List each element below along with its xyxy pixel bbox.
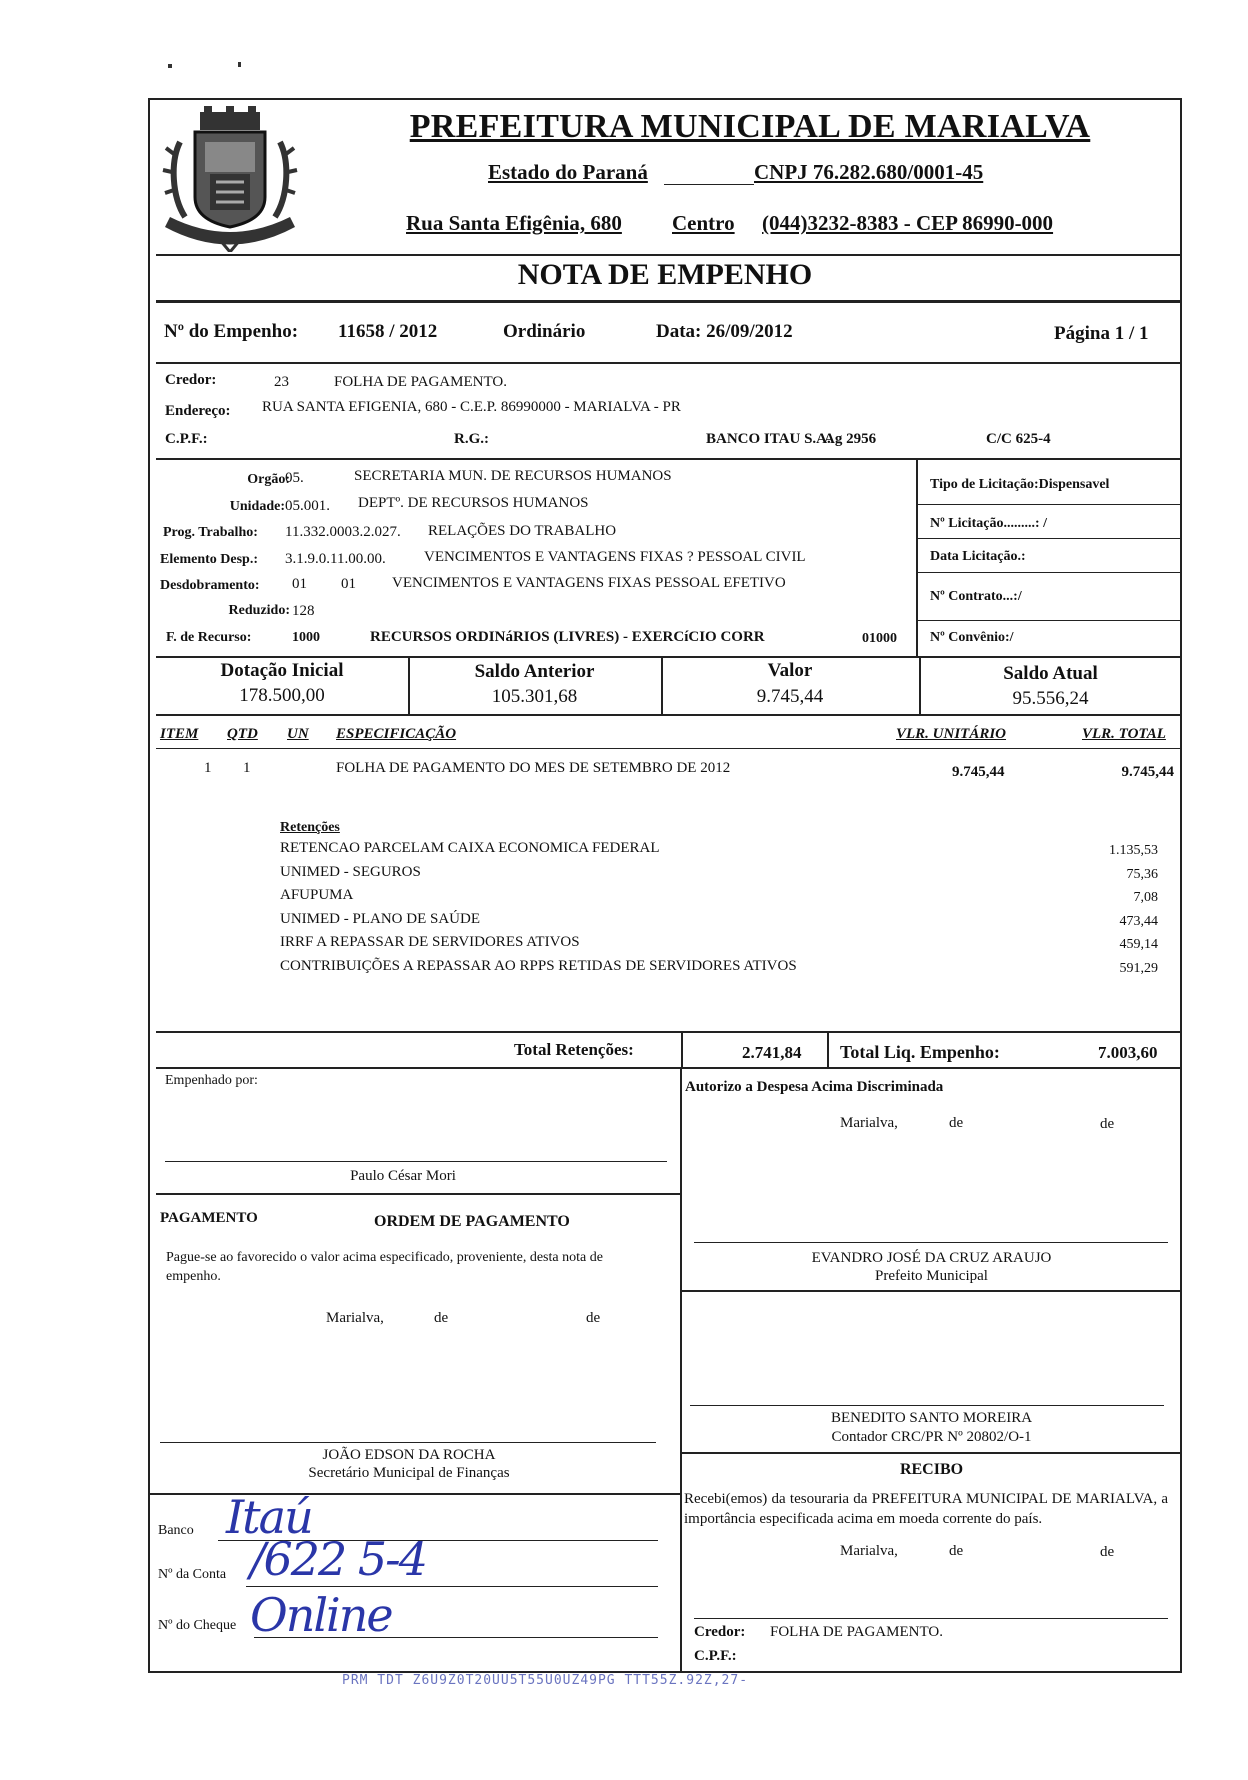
- cpf-label: C.P.F.:: [165, 431, 208, 447]
- retencao-descricao: UNIMED - SEGUROS: [280, 863, 421, 880]
- banco-label: Banco: [158, 1523, 194, 1538]
- col-vlr-unitario: VLR. UNITÁRIO: [896, 726, 1007, 742]
- fonte-code-2: 01000: [862, 631, 897, 646]
- credor-address: RUA SANTA EFIGENIA, 680 - C.E.P. 86990000 - MARIALVA - PR: [262, 399, 681, 415]
- signature-line: [694, 1242, 1168, 1243]
- phone-cep: (044)3232-8383 - CEP 86990-000: [762, 211, 1054, 235]
- empenho-type: Ordinário: [503, 321, 586, 342]
- pagamento-texto: Pague-se ao favorecido o valor acima especificado, proveniente, desta nota de empenho.: [166, 1250, 603, 1284]
- numero-convenio: Nº Convênio:/: [930, 630, 1014, 645]
- orgao-code: 05.: [285, 470, 304, 486]
- reduzido-value: 128: [292, 603, 315, 619]
- dotacao-inicial-label: Dotação Inicial: [220, 660, 344, 681]
- doc-title: NOTA DE EMPENHO: [517, 258, 813, 291]
- recibo-local: Marialva,: [840, 1543, 898, 1559]
- numero-licitacao: Nº Licitação.........: /: [930, 516, 1047, 531]
- fonte-code: 1000: [292, 630, 320, 645]
- divider: [156, 300, 1182, 303]
- divider: [156, 1193, 680, 1195]
- elemento-label: Elemento Desp.:: [160, 552, 258, 567]
- bank-name: BANCO ITAU S.A.: [706, 431, 831, 447]
- retencao-descricao: UNIMED - PLANO DE SAÚDE: [280, 910, 480, 927]
- autorizo-label: Autorizo a Despesa Acima Discriminada: [685, 1079, 944, 1095]
- divider: [681, 1290, 1182, 1292]
- pagamento-label: PAGAMENTO: [160, 1210, 258, 1226]
- secretario-nome: JOÃO EDSON DA ROCHA: [322, 1447, 496, 1463]
- address-street: Rua Santa Efigênia, 680: [406, 211, 622, 235]
- page-number: Página 1 / 1: [1054, 323, 1149, 344]
- item-qtd: 1: [243, 760, 251, 776]
- retencao-valor: 75,36: [1126, 866, 1158, 882]
- total-retencoes-label: Total Retenções:: [514, 1040, 634, 1059]
- valor-label: Valor: [767, 660, 813, 681]
- autorizo-de2: de: [1100, 1116, 1115, 1132]
- orgao-name: SECRETARIA MUN. DE RECURSOS HUMANOS: [354, 468, 672, 484]
- dotacao-inicial-value: 178.500,00: [239, 685, 325, 706]
- divider: [916, 572, 1182, 573]
- header-underline: [664, 184, 754, 185]
- rg-label: R.G.:: [454, 431, 489, 447]
- divider: [156, 1031, 1182, 1033]
- retencao-valor: 7,08: [1133, 890, 1158, 905]
- empenho-date: Data: 26/09/2012: [656, 321, 793, 342]
- retencao-descricao: IRRF A REPASSAR DE SERVIDORES ATIVOS: [280, 934, 580, 950]
- credor-code: 23: [274, 374, 289, 390]
- elemento-name: VENCIMENTOS E VANTAGENS FIXAS ? PESSOAL CIVIL: [424, 549, 806, 565]
- recibo-cpf-label: C.P.F.:: [694, 1648, 737, 1664]
- bank-agency: Ag 2956: [824, 431, 877, 447]
- numero-contrato: Nº Contrato...:/: [930, 589, 1022, 604]
- total-retencoes-value: 2.741,84: [742, 1043, 802, 1062]
- empenhado-label: Empenhado por:: [165, 1073, 258, 1088]
- estado-label: Estado do Paraná: [488, 160, 648, 184]
- tipo-licitacao: Tipo de Licitação:Dispensavel: [930, 477, 1110, 492]
- empenho-number-label: Nº do Empenho:: [164, 321, 299, 342]
- reduzido-label: Reduzido:: [228, 603, 290, 618]
- divider: [156, 748, 1182, 749]
- divider: [916, 458, 918, 658]
- divider: [680, 1067, 682, 1672]
- divider: [916, 620, 1182, 621]
- signature-line: [694, 1618, 1168, 1619]
- fonte-label: F. de Recurso:: [166, 630, 252, 645]
- divider: [827, 1031, 829, 1067]
- prog-code: 11.332.0003.2.027.: [285, 524, 401, 540]
- ordem-pagamento-label: ORDEM DE PAGAMENTO: [374, 1213, 570, 1230]
- retencao-valor: 459,14: [1119, 937, 1158, 952]
- empenho-number: 11658 / 2012: [338, 321, 438, 342]
- recibo-de1: de: [949, 1543, 964, 1559]
- col-qtd: QTD: [227, 726, 258, 742]
- autorizo-de1: de: [949, 1115, 964, 1131]
- saldo-anterior-label: Saldo Anterior: [474, 661, 595, 682]
- cheque-label: Nº do Cheque: [158, 1618, 237, 1633]
- conta-handwritten: /622 5-4: [250, 1532, 426, 1586]
- footer-code: PRM TDT Z6U9Z0T20UU5T55U0UZ49PG TTT55Z.92Z,27-: [342, 1673, 749, 1688]
- prefeitura-title: PREFEITURA MUNICIPAL DE MARIALVA: [409, 108, 1091, 145]
- item-especificacao: FOLHA DE PAGAMENTO DO MES DE SETEMBRO DE 2012: [336, 760, 731, 776]
- pagamento-de1: de: [434, 1310, 449, 1326]
- signature-line: [690, 1405, 1164, 1406]
- bank-account: C/C 625-4: [986, 431, 1051, 447]
- prefeito-cargo: Prefeito Municipal: [875, 1268, 988, 1284]
- autorizo-local: Marialva,: [840, 1115, 898, 1131]
- credor-name: FOLHA DE PAGAMENTO.: [334, 374, 507, 390]
- col-item: ITEM: [160, 726, 199, 742]
- prog-name: RELAÇÕES DO TRABALHO: [428, 523, 617, 539]
- prog-label: Prog. Trabalho:: [163, 525, 258, 540]
- desdobramento-name: VENCIMENTOS E VANTAGENS FIXAS PESSOAL EFETIVO: [392, 575, 786, 591]
- pagamento-de2: de: [586, 1310, 601, 1326]
- signature-line: [165, 1161, 667, 1162]
- retencao-descricao: RETENCAO PARCELAM CAIXA ECONOMICA FEDERAL: [280, 840, 660, 856]
- saldo-atual-label: Saldo Atual: [1003, 663, 1098, 684]
- cheque-handwritten: Online: [250, 1588, 392, 1642]
- orgao-label: Orgão:: [247, 472, 290, 487]
- col-vlr-total: VLR. TOTAL: [1082, 726, 1166, 742]
- coat-of-arms-logo: [160, 102, 300, 252]
- conta-label: Nº da Conta: [158, 1567, 227, 1582]
- divider: [156, 656, 1182, 658]
- unidade-name: DEPTº. DE RECURSOS HUMANOS: [358, 495, 589, 511]
- saldo-atual-value: 95.556,24: [1012, 688, 1089, 709]
- unidade-label: Unidade:: [229, 499, 285, 514]
- elemento-code: 3.1.9.0.11.00.00.: [285, 551, 386, 567]
- divider: [156, 254, 1182, 256]
- divider: [681, 1031, 683, 1067]
- contador-nome: BENEDITO SANTO MOREIRA: [830, 1410, 1033, 1426]
- item-vlr-unitario: 9.745,44: [952, 764, 1005, 780]
- desdobramento-code-2: 01: [341, 576, 356, 592]
- endereco-label: Endereço:: [165, 403, 231, 419]
- divider: [916, 538, 1182, 539]
- retencao-valor: 473,44: [1119, 913, 1158, 929]
- divider: [156, 362, 1182, 364]
- divider: [916, 504, 1182, 505]
- recibo-de2: de: [1100, 1544, 1115, 1560]
- total-liquido-value: 7.003,60: [1098, 1043, 1158, 1062]
- divider: [156, 1067, 1182, 1069]
- scan-speck: [168, 64, 172, 68]
- data-licitacao: Data Licitação.:: [930, 549, 1026, 564]
- field-line: [254, 1637, 658, 1638]
- field-line: [246, 1586, 658, 1587]
- scan-speck: [238, 62, 241, 67]
- divider: [681, 1452, 1182, 1454]
- total-liquido-label: Total Liq. Empenho:: [840, 1042, 1000, 1062]
- retencao-descricao: AFUPUMA: [280, 887, 354, 903]
- desdobramento-code-1: 01: [292, 576, 307, 592]
- divider: [156, 458, 1182, 460]
- banco-handwritten: Itaú: [226, 1490, 312, 1544]
- cnpj-label: CNPJ 76.282.680/0001-45: [754, 160, 984, 184]
- contador-cargo: Contador CRC/PR Nº 20802/O-1: [831, 1429, 1032, 1445]
- unidade-code: 05.001.: [285, 498, 330, 514]
- retencao-valor: 1.135,53: [1109, 843, 1158, 858]
- desdobramento-label: Desdobramento:: [160, 578, 260, 593]
- col-especificacao: ESPECIFICAÇÃO: [336, 726, 457, 742]
- fonte-name: RECURSOS ORDINáRIOS (LIVRES) - EXERCíCIO CORR: [370, 629, 765, 645]
- secretario-cargo: Secretário Municipal de Finanças: [308, 1465, 510, 1481]
- prefeito-nome: EVANDRO JOSÉ DA CRUZ ARAUJO: [811, 1250, 1052, 1266]
- pagamento-local: Marialva,: [326, 1310, 384, 1326]
- divider: [156, 714, 1182, 716]
- col-un: UN: [287, 726, 309, 742]
- retencoes-title: Retenções: [280, 820, 340, 835]
- retencao-valor: 591,29: [1119, 960, 1158, 976]
- valor-value: 9.745,44: [756, 686, 824, 707]
- item-vlr-total: 9.745,44: [1121, 764, 1174, 780]
- recibo-title: RECIBO: [899, 1461, 964, 1478]
- recibo-credor-label: Credor:: [694, 1624, 746, 1640]
- item-number: 1: [204, 760, 212, 776]
- recibo-credor-nome: FOLHA DE PAGAMENTO.: [770, 1624, 943, 1640]
- empenhado-nome: Paulo César Mori: [350, 1168, 456, 1184]
- address-district: Centro: [672, 211, 735, 235]
- credor-label: Credor:: [165, 372, 217, 388]
- saldo-anterior-value: 105.301,68: [491, 686, 578, 707]
- retencao-descricao: CONTRIBUIÇÕES A REPASSAR AO RPPS RETIDAS DE SERVIDORES ATIVOS: [280, 957, 797, 974]
- recibo-texto: Recebi(emos) da tesouraria da PREFEITURA MUNICIPAL DE MARIALVA, a importância especificada acima em moeda corrente do país.: [684, 1491, 1168, 1527]
- signature-line: [160, 1442, 656, 1443]
